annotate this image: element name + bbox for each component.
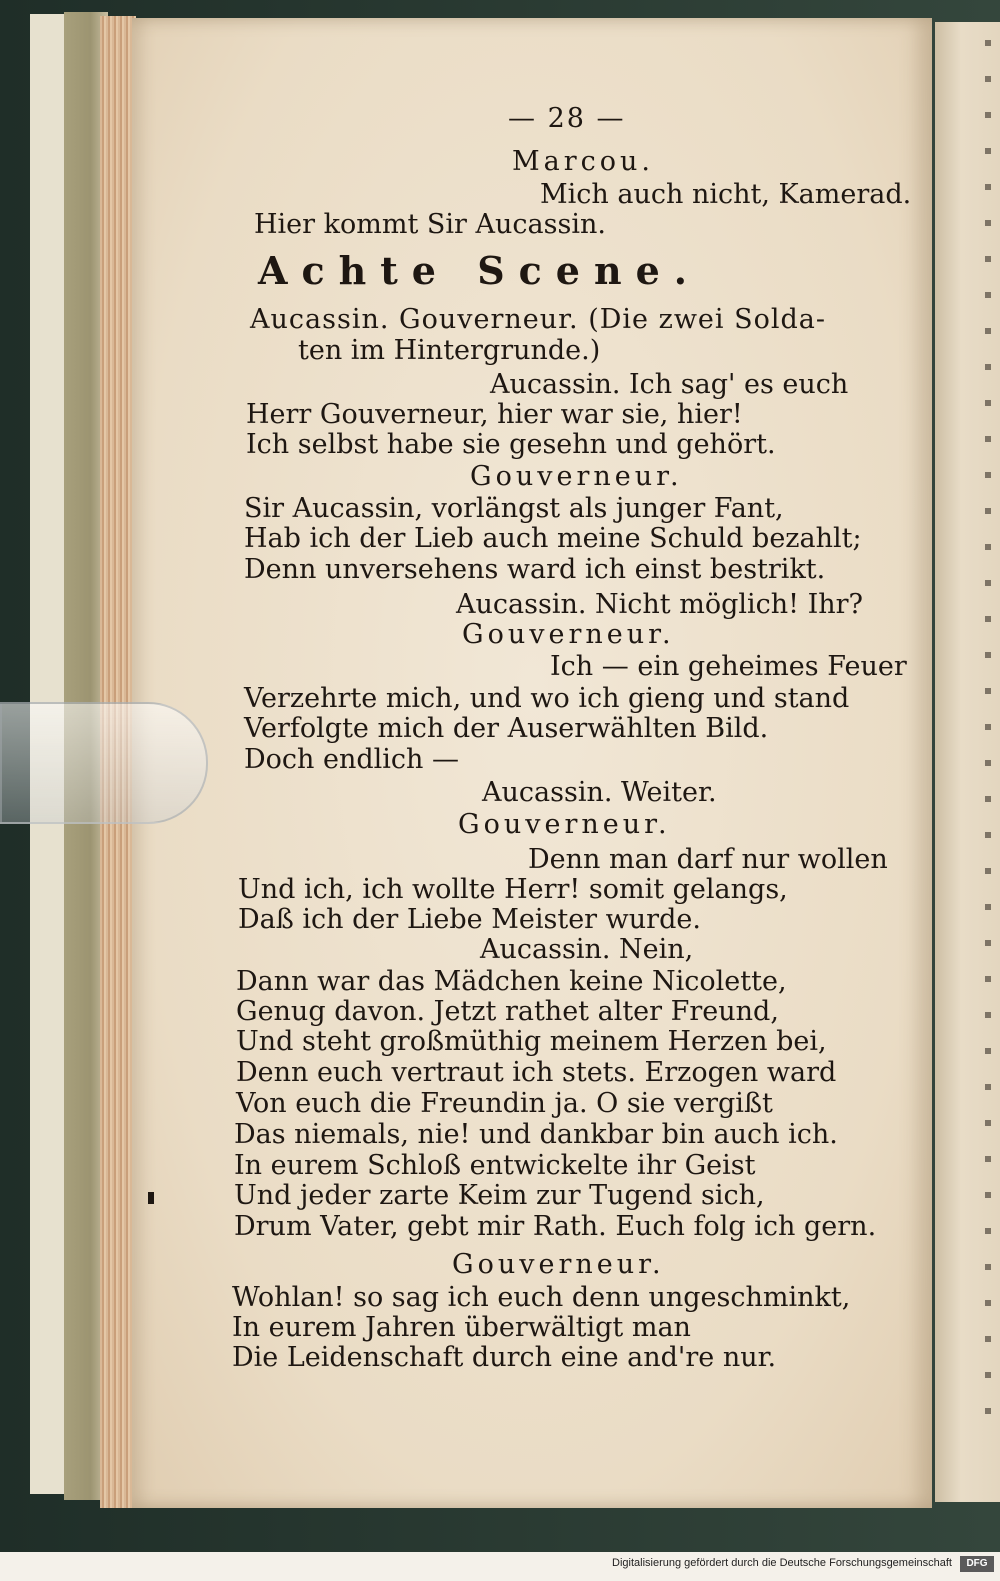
text-line: Sir Aucassin, vorlängst als junger Fant, bbox=[244, 493, 784, 524]
text-line: Die Leidenschaft durch eine and're nur. bbox=[232, 1342, 777, 1373]
text-line: ten im Hintergrunde.) bbox=[298, 335, 601, 366]
facing-page-text-edge bbox=[985, 40, 991, 1440]
text-line: In eurem Jahren überwältigt man bbox=[232, 1312, 691, 1343]
text-line: Verzehrte mich, und wo ich gieng und stand bbox=[244, 683, 850, 714]
speaker-label: Gouverneur. bbox=[462, 619, 675, 650]
text-line: Und steht großmüthig meinem Herzen bei, bbox=[236, 1026, 827, 1057]
text-line: Denn euch vertraut ich stets. Erzogen ward bbox=[236, 1057, 837, 1088]
ink-mark bbox=[148, 1192, 154, 1204]
text-line: Doch endlich — bbox=[244, 744, 460, 775]
text-line: Mich auch nicht, Kamerad. bbox=[540, 179, 912, 210]
text-line: Denn unversehens ward ich einst bestrikt. bbox=[244, 554, 826, 585]
text-line: Ich selbst habe sie gesehn und gehört. bbox=[246, 429, 776, 460]
text-line: Ich — ein geheimes Feuer bbox=[550, 651, 907, 682]
text-line: Von euch die Freundin ja. O sie vergißt bbox=[236, 1088, 773, 1119]
page-number: — 28 — bbox=[508, 103, 626, 134]
text-line: Herr Gouverneur, hier war sie, hier! bbox=[246, 399, 743, 430]
speaker-label: Gouverneur. bbox=[452, 1249, 665, 1280]
text-line: Aucassin. Weiter. bbox=[482, 777, 717, 808]
text-line: Aucassin. Gouverneur. (Die zwei Solda- bbox=[250, 304, 827, 335]
text-line: Daß ich der Liebe Meister wurde. bbox=[238, 904, 701, 935]
text-line: In eurem Schloß entwickelte ihr Geist bbox=[234, 1150, 756, 1181]
text-line: Aucassin. Nein, bbox=[480, 934, 694, 965]
text-line: Denn man darf nur wollen bbox=[528, 844, 888, 875]
text-line: Und ich, ich wollte Herr! somit gelangs, bbox=[238, 874, 788, 905]
text-line: Das niemals, nie! und dankbar bin auch ich. bbox=[234, 1119, 838, 1150]
text-line: Dann war das Mädchen keine Nicolette, bbox=[236, 966, 787, 997]
scene-heading: Achte Scene. bbox=[258, 248, 701, 293]
dfg-logo-icon: DFG bbox=[960, 1556, 994, 1572]
text-line: Verfolgte mich der Auserwählten Bild. bbox=[244, 713, 769, 744]
text-line: Wohlan! so sag ich euch denn ungeschminkt, bbox=[232, 1282, 851, 1313]
text-line: Aucassin. Nicht möglich! Ihr? bbox=[456, 589, 864, 620]
text-line: Genug davon. Jetzt rathet alter Freund, bbox=[236, 996, 779, 1027]
text-line: Aucassin. Ich sag' es euch bbox=[490, 369, 849, 400]
text-line: Hier kommt Sir Aucassin. bbox=[254, 209, 606, 240]
text-line: Drum Vater, gebt mir Rath. Euch folg ich gern. bbox=[234, 1211, 877, 1242]
page-clip bbox=[0, 702, 208, 824]
speaker-label: Marcou. bbox=[512, 146, 654, 177]
text-line: Hab ich der Lieb auch meine Schuld bezahlt; bbox=[244, 523, 862, 554]
speaker-label: Gouverneur. bbox=[458, 809, 671, 840]
text-line: Und jeder zarte Keim zur Tugend sich, bbox=[234, 1180, 765, 1211]
speaker-label: Gouverneur. bbox=[470, 461, 683, 492]
footer-credit: Digitalisierung gefördert durch die Deutsche Forschungsgemeinschaft bbox=[612, 1557, 952, 1569]
